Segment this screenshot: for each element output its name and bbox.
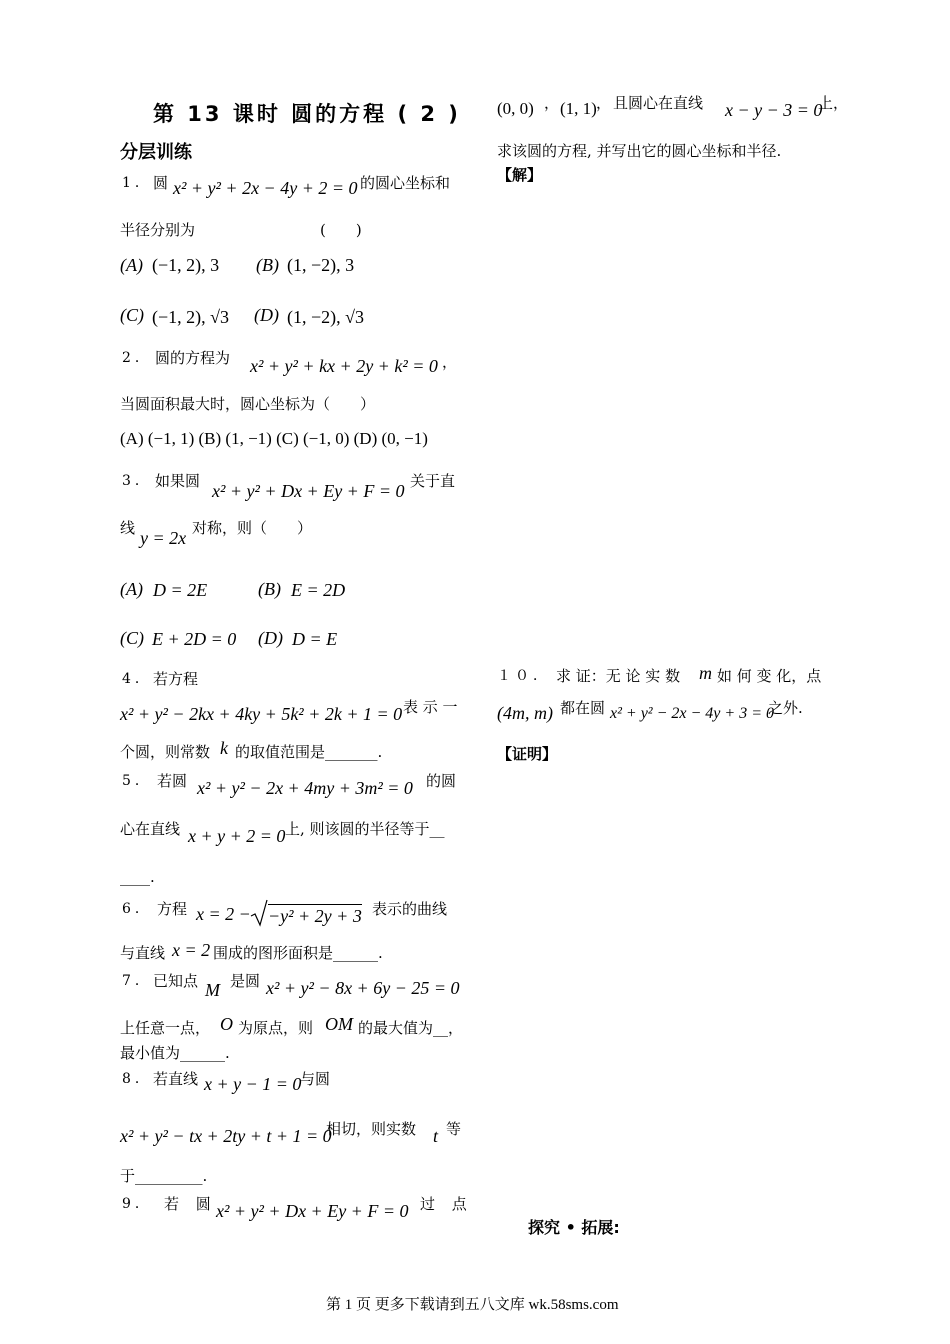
question-text: 关于直 [410, 472, 456, 490]
question-text: 求该圆的方程, 并写出它的圆心坐标和半径. [497, 142, 782, 160]
option-c: E + 2D = 0 [152, 629, 237, 649]
variable: M [205, 980, 220, 1000]
option-d: D = E [292, 629, 338, 649]
question-text: 半径分别为 [120, 221, 196, 239]
question-text: 等 [446, 1120, 462, 1138]
question-number: 8． [122, 1071, 153, 1087]
point: (0, 0) [497, 99, 534, 118]
section-title: 分层训练 [120, 142, 192, 163]
point: (4m, m) [497, 703, 553, 723]
question-text: 是圆 [230, 972, 261, 990]
equation: x² + y² + kx + 2y + k² = 0 [250, 356, 438, 376]
question-text: ____. [120, 868, 155, 886]
page-footer: 第 1 页 更多下载请到五八文库 wk.58sms.com [326, 1297, 619, 1313]
variable: k [220, 738, 228, 758]
question-text: 为原点，则 [238, 1019, 314, 1037]
question-text: ， [442, 353, 458, 371]
variable: O [220, 1014, 233, 1034]
answer-paren: ( ) [320, 221, 362, 239]
question-text: 的圆心坐标和 [360, 174, 451, 192]
question-number: 3． [122, 473, 153, 489]
variable: m [699, 663, 712, 683]
option-b: (1, −2), 3 [287, 255, 355, 275]
equation: x − y − 3 = 0 [725, 100, 823, 120]
equation: x² + y² − 8x + 6y − 25 = 0 [266, 978, 460, 998]
equation: x + y − 1 = 0 [204, 1074, 302, 1094]
question-text: 与直线 [120, 944, 166, 962]
question-text: 最小值为______. [120, 1044, 230, 1062]
answer-label: 【解】 [497, 166, 543, 184]
option-label: (A) [120, 255, 143, 275]
equation: x² + y² − 2x + 4my + 3m² = 0 [197, 778, 413, 798]
option-b: E = 2D [291, 580, 346, 600]
question-text: 上任意一点， [120, 1019, 211, 1037]
question-number: 9． [122, 1196, 153, 1212]
question-text: 的圆 [426, 772, 457, 790]
variable: OM [325, 1014, 353, 1034]
question-text: 方程 [157, 900, 188, 918]
question-number: 1． [122, 175, 153, 191]
equation: x + y + 2 = 0 [188, 826, 286, 846]
equation: x² + y² − 2kx + 4ky + 5k² + 2k + 1 = 0 [120, 704, 403, 724]
question-text: 圆 [153, 174, 169, 192]
question-text: 线 [120, 519, 136, 537]
question-text: 过 点 [420, 1195, 473, 1213]
option-label: (A) [120, 579, 143, 599]
option-a: (−1, 2), 3 [152, 255, 220, 275]
explore-heading: 探究 • 拓展: [528, 1218, 620, 1237]
question-text: 已知点 [153, 972, 199, 990]
variable: t [433, 1126, 439, 1146]
question-text: 之外. [768, 699, 803, 717]
question-text: 如果圆 [155, 472, 201, 490]
options: (A) (−1, 1) (B) (1, −1) (C) (−1, 0) (D) (0, −1) [120, 429, 428, 448]
question-text: 若方程 [153, 670, 199, 688]
question-number: 5． [122, 773, 153, 789]
question-text: 若 圆 [164, 1195, 217, 1213]
equation: x² + y² + 2x − 4y + 2 = 0 [173, 178, 358, 198]
question-text: 表示的曲线 [372, 900, 448, 918]
equation: x² + y² + Dx + Ey + F = 0 [216, 1201, 409, 1221]
question-text: 于_________. [120, 1167, 208, 1185]
option-label: (B) [258, 579, 281, 599]
option-label: (D) [258, 628, 283, 648]
question-text: 若直线 [153, 1070, 199, 1088]
equation-radicand: −y² + 2y + 3 [268, 906, 362, 926]
option-d: (1, −2), √3 [287, 307, 365, 327]
question-text: 心在直线 [120, 820, 181, 838]
question-text: 围成的图形面积是______. [213, 944, 383, 962]
question-text: 且圆心在直线 [613, 94, 704, 112]
question-text: 圆的方程为 [155, 349, 231, 367]
question-number: １０． [497, 668, 551, 684]
option-label: (B) [256, 255, 279, 275]
question-text: 上， [818, 94, 849, 112]
option-label: (C) [120, 305, 144, 325]
question-number: 6． [122, 901, 153, 917]
question-text: 都在圆 [560, 699, 606, 717]
question-text: 表 示 一 [403, 698, 458, 716]
option-label: (D) [254, 305, 279, 325]
equation: x² + y² − tx + 2ty + t + 1 = 0 [120, 1126, 332, 1146]
question-text: 对称，则（ ） [192, 519, 313, 537]
question-text: 上, 则该圆的半径等于__ [285, 820, 445, 838]
point: (1, 1) [560, 99, 597, 118]
equation: x² + y² + Dx + Ey + F = 0 [212, 481, 405, 501]
question-text: 相切，则实数 [326, 1120, 417, 1138]
question-text: 当圆面积最大时，圆心坐标为（ ） [120, 395, 376, 413]
page-title: 第 13 课时 圆的方程 ( 2 ) [153, 102, 461, 126]
option-label: (C) [120, 628, 144, 648]
proof-label: 【证明】 [497, 745, 558, 763]
question-number: 4． [122, 671, 153, 687]
sqrt-sign-icon [250, 899, 268, 927]
equation: x = 2 − [196, 904, 251, 924]
question-number: 2． [122, 350, 153, 366]
question-text: 求 证：无 论 实 数 [556, 667, 681, 685]
equation: x = 2 [172, 940, 211, 960]
question-text: 的最大值为__， [358, 1019, 464, 1037]
question-number: 7． [122, 973, 153, 989]
equation: x² + y² − 2x − 4y + 3 = 0 [610, 705, 774, 722]
question-text: 个圆，则常数 [120, 743, 211, 761]
question-text: 若圆 [157, 772, 188, 790]
separator: ， [544, 94, 560, 112]
question-text: 如 何 变 化，点 [717, 667, 822, 685]
question-text: 的取值范围是_______. [235, 743, 383, 761]
equation: y = 2x [140, 528, 187, 548]
option-c: (−1, 2), √3 [152, 307, 230, 327]
option-a: D = 2E [153, 580, 208, 600]
question-text: 与圆 [300, 1070, 331, 1088]
separator: ， [596, 94, 612, 112]
